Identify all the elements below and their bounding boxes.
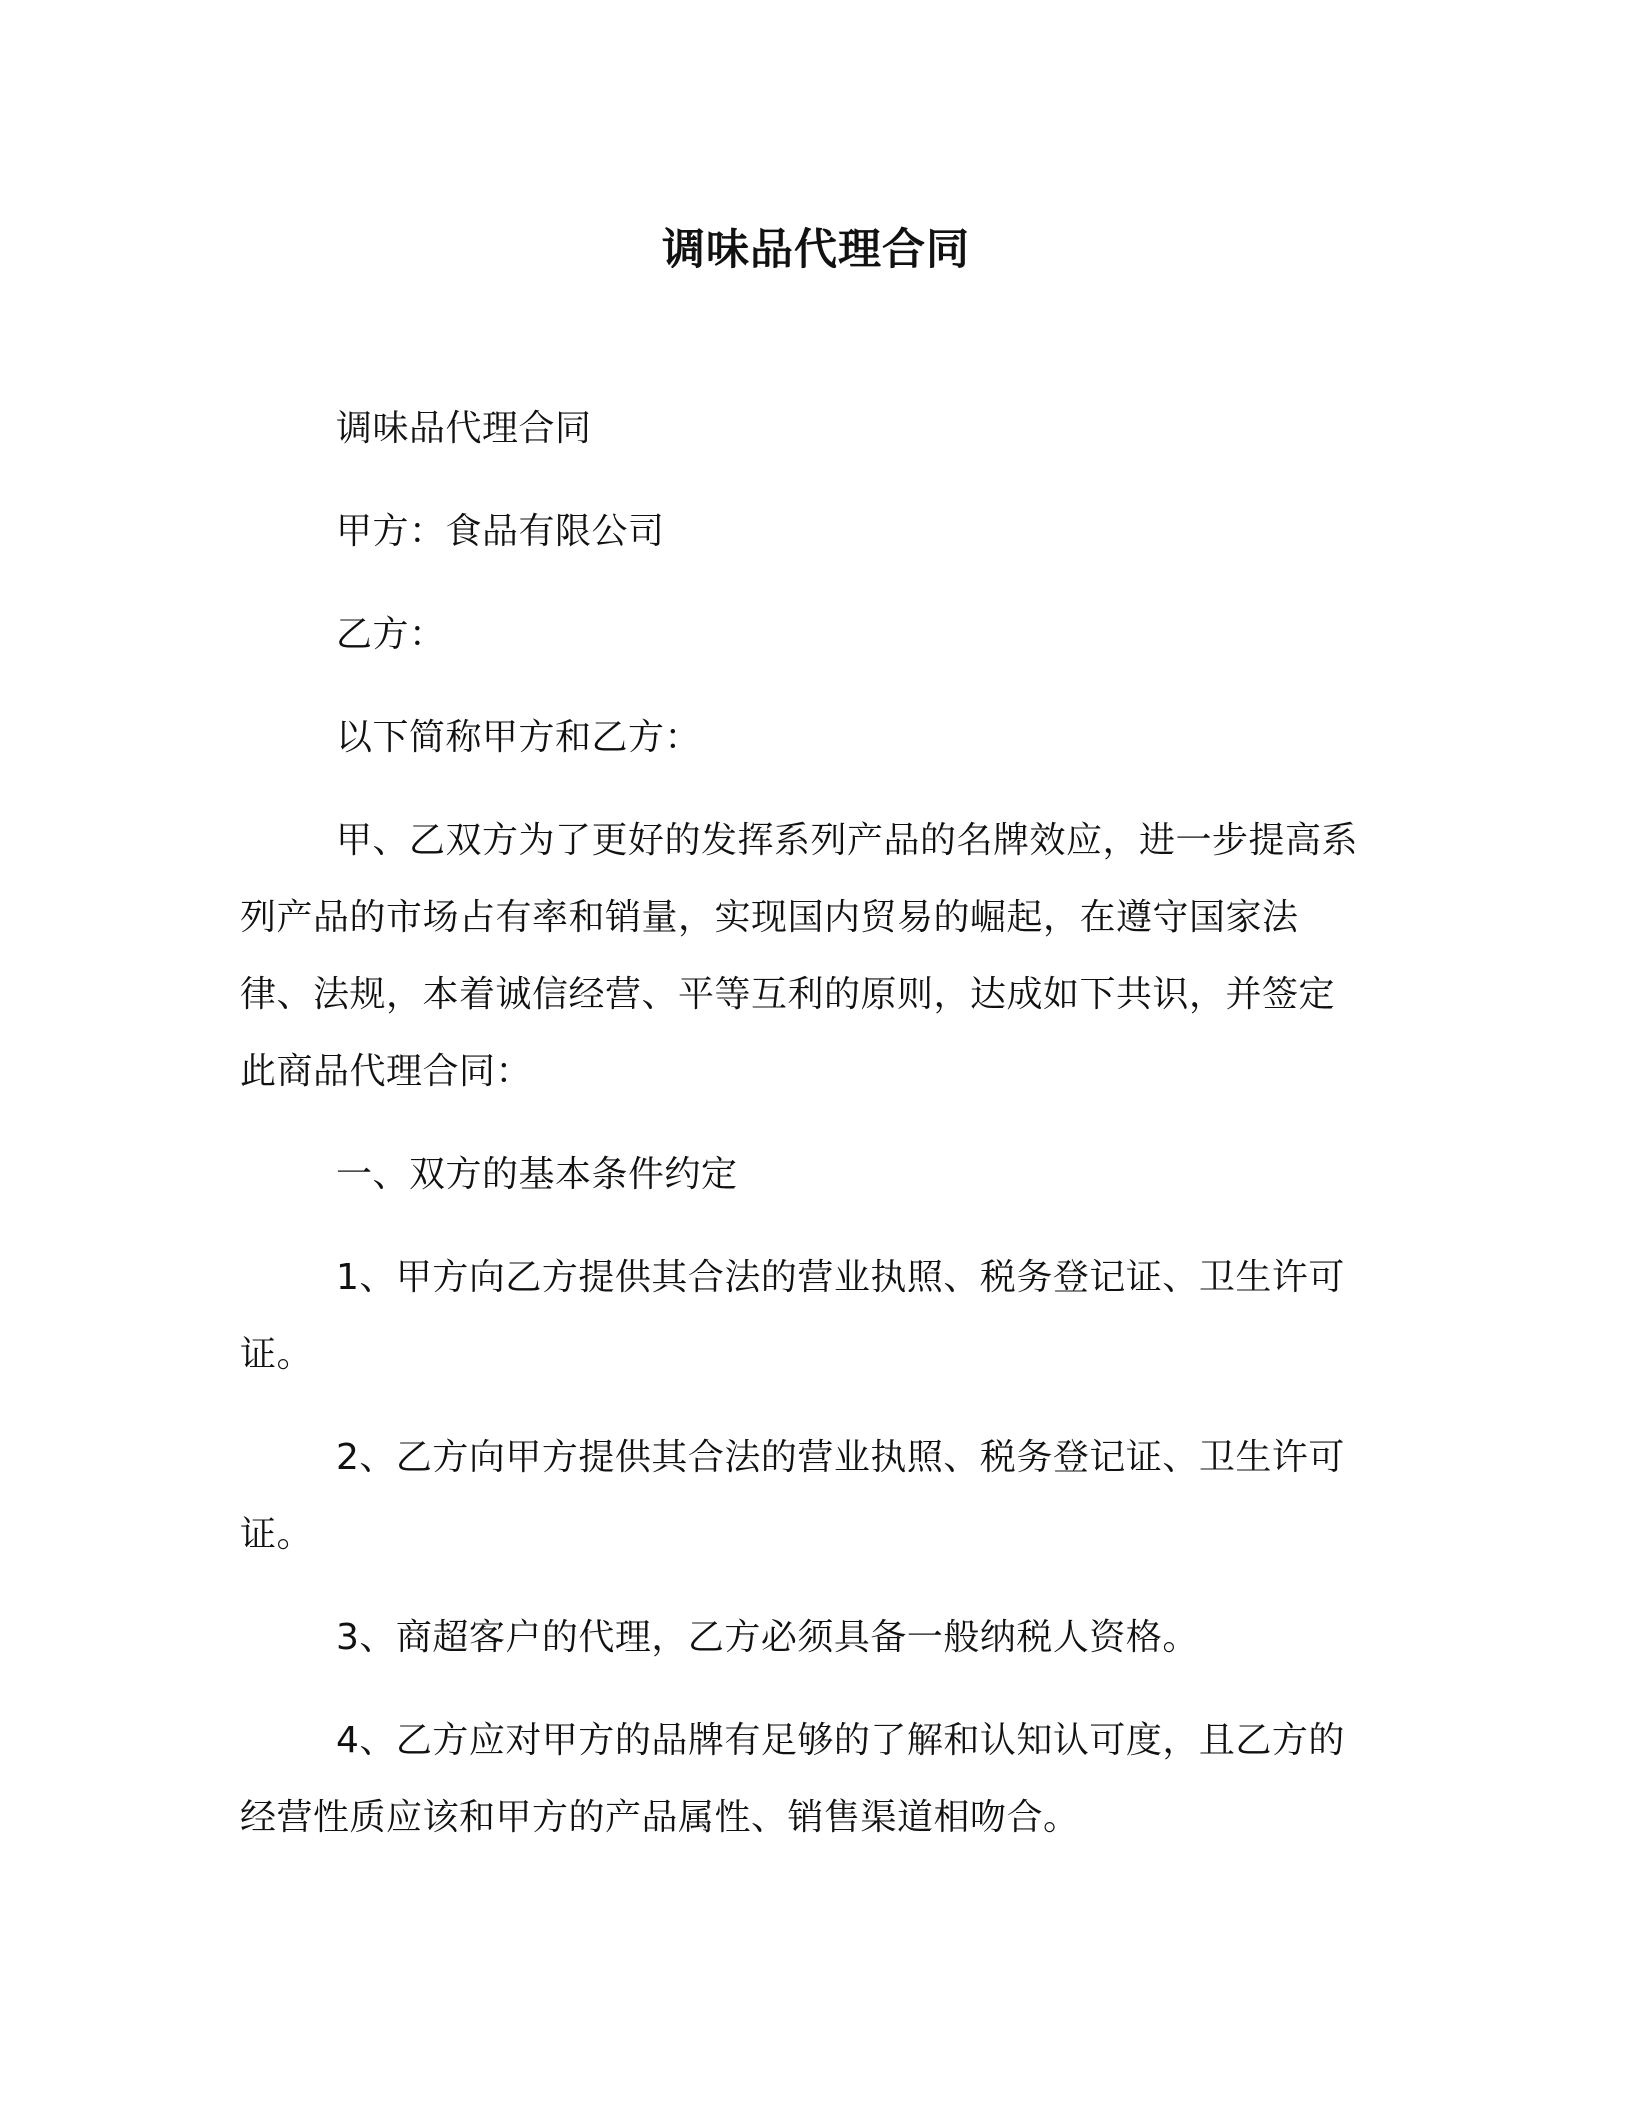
abbreviation-line: 以下简称甲方和乙方：: [336, 717, 702, 758]
clause-3: 3、商超客户的代理，乙方必须具备一般纳税人资格。: [336, 1617, 1199, 1658]
party-a-line: 甲方：食品有限公司: [336, 511, 665, 552]
preamble-paragraph: 甲、乙双方为了更好的发挥系列产品的名牌效应，进一步提高系列产品的市场占有率和销量，实现国内贸易的崛起，在遵守国家法律、法规，本着诚信经营、平等互利的原则，达成如下共识，并签定此商品代理合同：: [240, 820, 1359, 1092]
document-body: [240, 390, 1370, 1882]
subtitle-paragraph: 调味品代理合同: [336, 408, 592, 449]
clause-2: 2、乙方向甲方提供其合法的营业执照、税务登记证、卫生许可证。: [240, 1437, 1345, 1555]
clause-1: 1、甲方向乙方提供其合法的营业执照、税务登记证、卫生许可证。: [240, 1257, 1345, 1375]
section-heading: 一、双方的基本条件约定: [336, 1154, 738, 1195]
clause-4: 4、乙方应对甲方的品牌有足够的了解和认知认可度，且乙方的经营性质应该和甲方的产品属性、销售渠道相吻合。: [240, 1720, 1345, 1838]
party-b-line: 乙方：: [336, 614, 446, 655]
document-title: 调味品代理合同: [662, 225, 970, 275]
